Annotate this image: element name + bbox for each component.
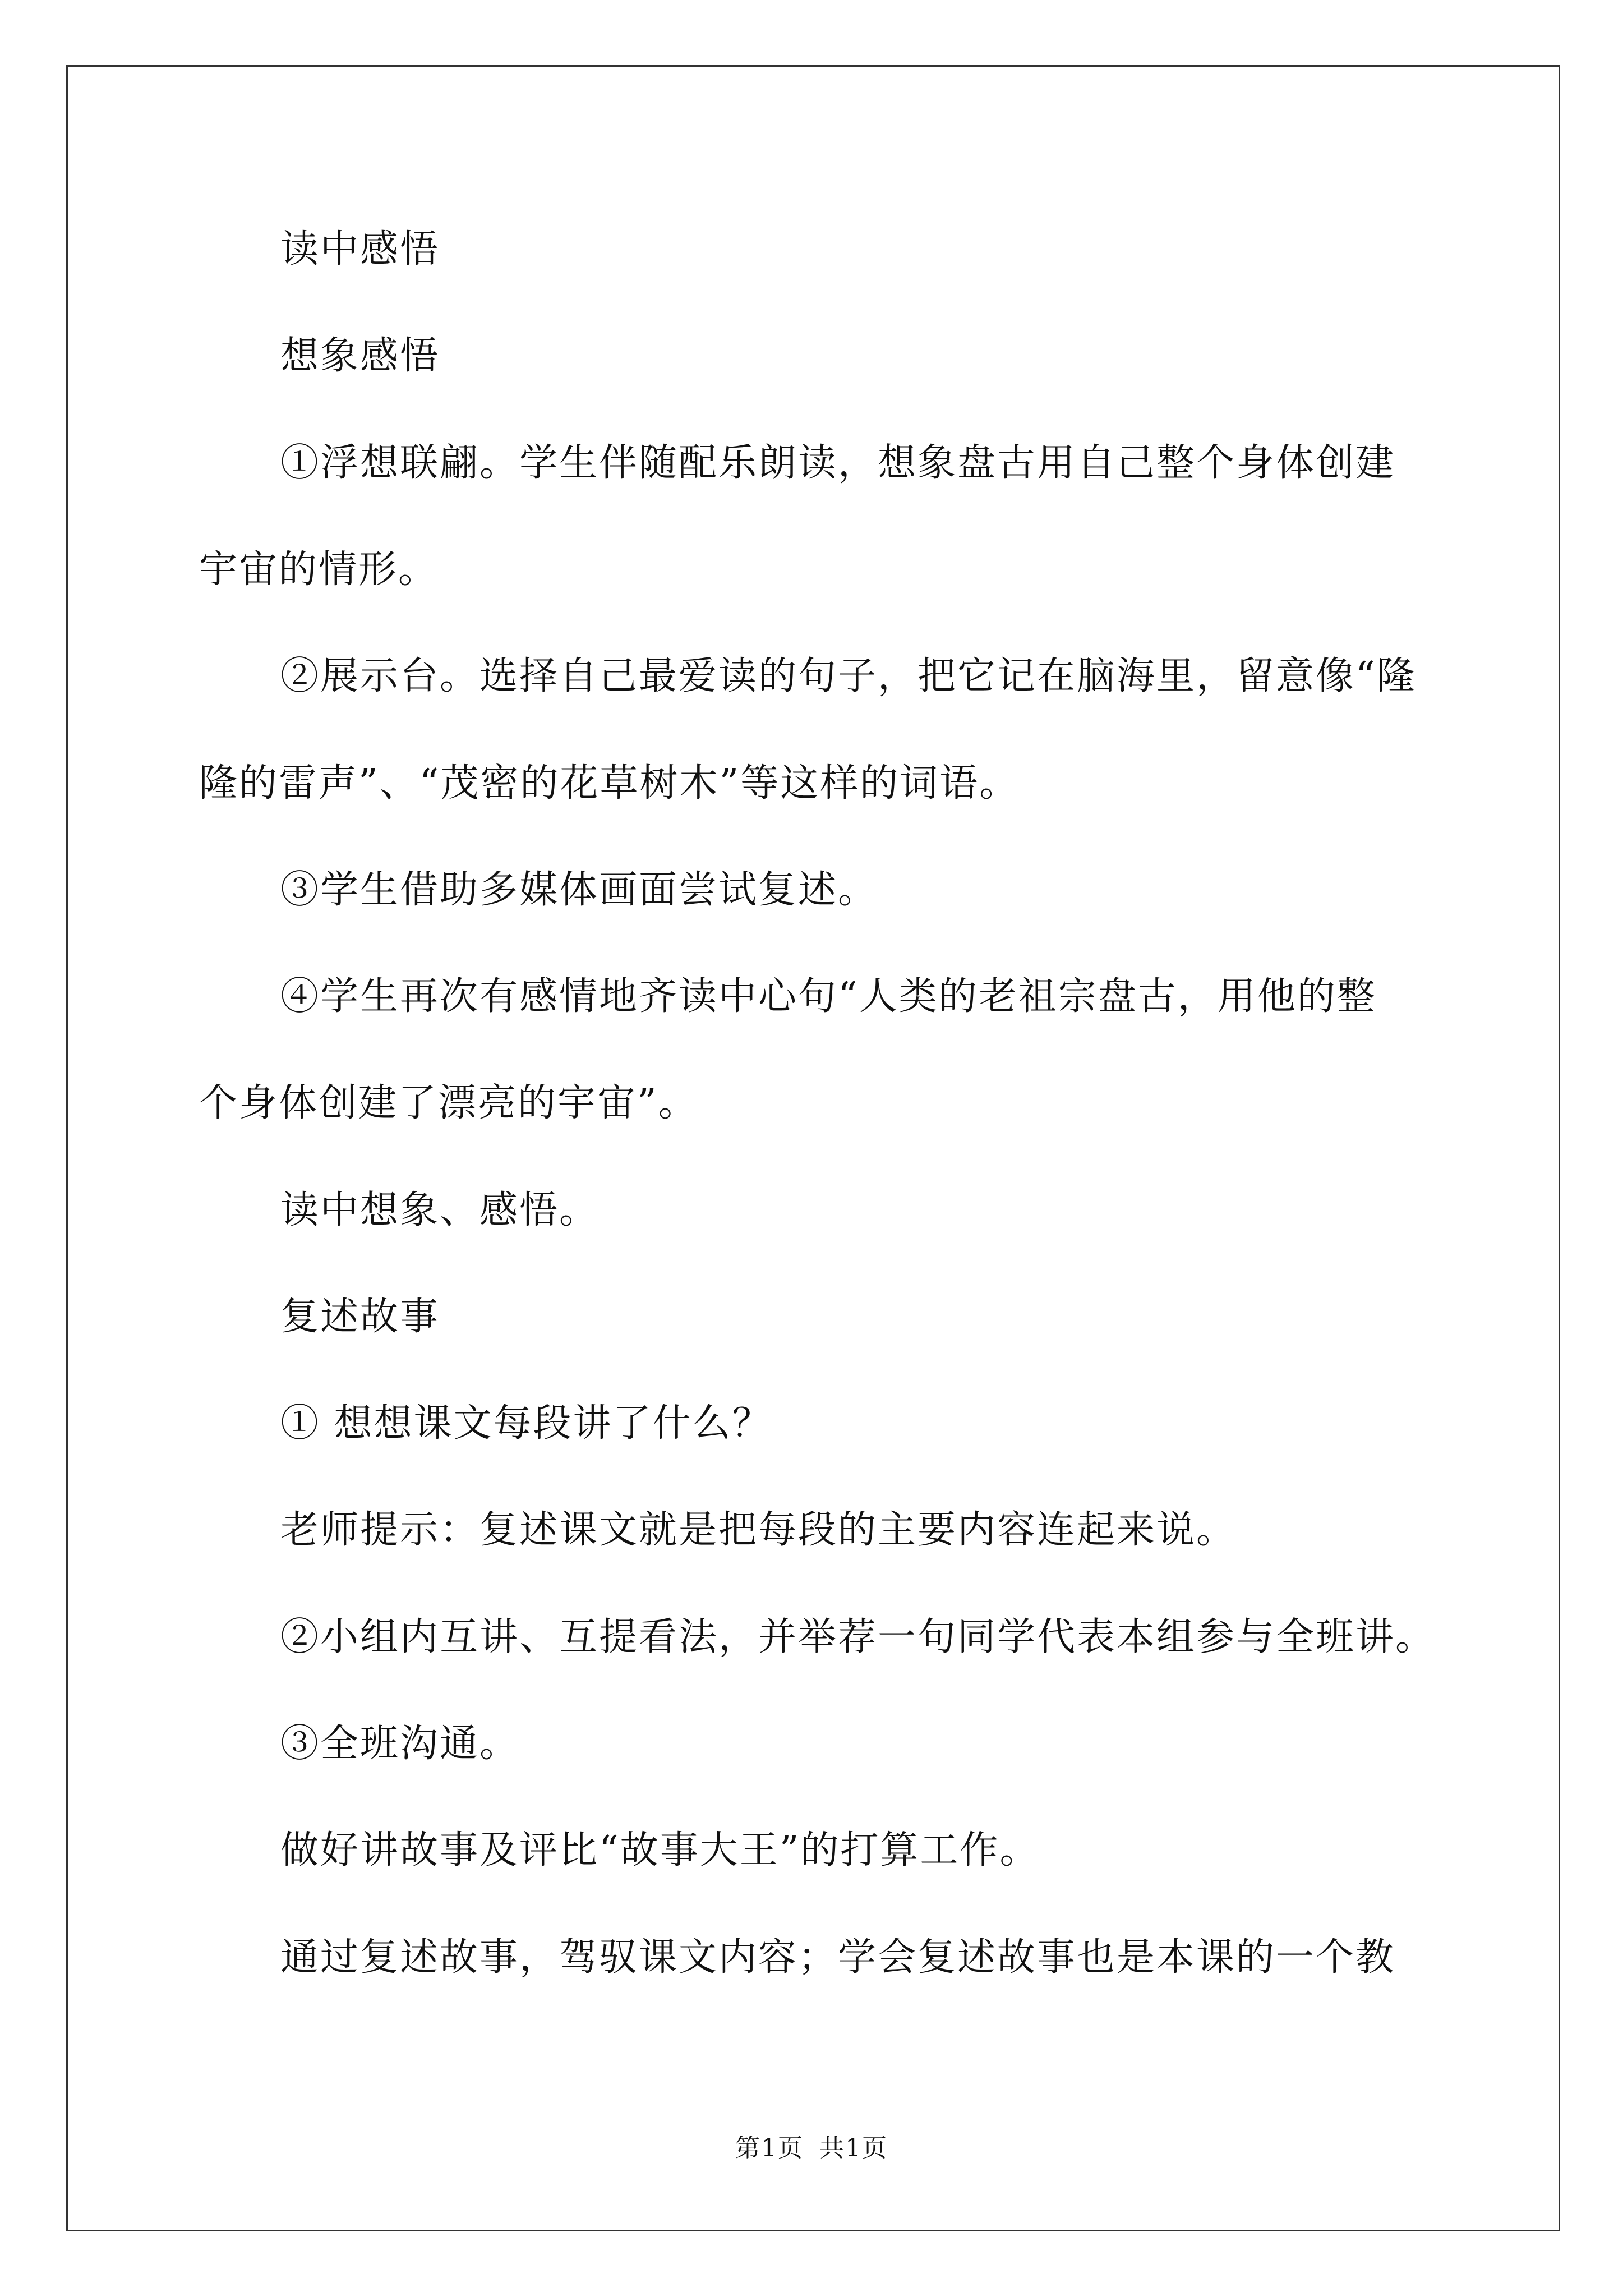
paragraph-line: ① 想想课文每段讲了什么？: [280, 1401, 772, 1446]
paragraph-line: 读中想象、感悟。: [280, 1188, 600, 1232]
paragraph-line: ③全班沟通。: [280, 1722, 520, 1766]
paragraph-line: ②展示台。选择自己最爱读的句子，把它记在脑海里，留意像“隆: [280, 654, 1417, 698]
heading-imagination-insight: 想象感悟: [280, 334, 440, 378]
page-border: [66, 65, 1560, 2231]
heading-reading-insight: 读中感悟: [280, 227, 440, 272]
paragraph-line: ④学生再次有感情地齐读中心句“人类的老祖宗盘古，用他的整: [280, 974, 1377, 1019]
paragraph-line: ②小组内互讲、互提看法，并举荐一句同学代表本组参与全班讲。: [280, 1615, 1436, 1659]
page-footer: [0, 2132, 1623, 2165]
paragraph-line: ③学生借助多媒体画面尝试复述。: [280, 868, 878, 912]
heading-retell-story: 复述故事: [280, 1295, 440, 1339]
paragraph-line: 老师提示：复述课文就是把每段的主要内容连起来说。: [280, 1508, 1237, 1552]
paragraph-line: ①浮想联翩。学生伴随配乐朗读，想象盘古用自己整个身体创建: [280, 441, 1396, 485]
paragraph-line: 通过复述故事，驾驭课文内容；学会复述故事也是本课的一个教: [280, 1935, 1396, 1980]
paragraph-line: 宇宙的情形。: [199, 547, 439, 592]
paragraph-line: 个身体创建了漂亮的宇宙”。: [199, 1081, 698, 1125]
paragraph-line: 隆的雷声”、“茂密的花草树木”等这样的词语。: [199, 761, 1020, 806]
page-number-current: 第1页: [735, 2134, 804, 2162]
page-number-total: 共1页: [819, 2134, 888, 2162]
paragraph-line: 做好讲故事及评比“故事大王”的打算工作。: [280, 1828, 1040, 1872]
